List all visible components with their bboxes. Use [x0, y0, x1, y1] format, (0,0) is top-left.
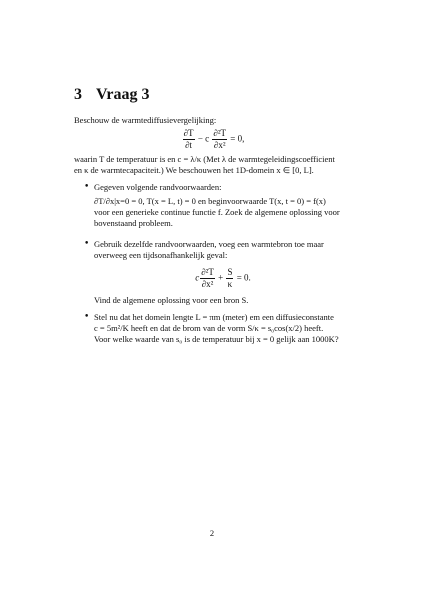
intro-paragraph: Beschouw de warmtediffusievergelijking: — [74, 115, 217, 125]
item-1-line-1: Gegeven volgende randvoorwaarden: — [94, 182, 222, 192]
list-item-3 — [94, 312, 352, 345]
item-3-line-3: Voor welke waarde van s₀ is de temperatuur bij x = 0 gelijk aan 1000K? — [94, 334, 339, 344]
minus-c: − c — [197, 133, 210, 144]
eq-second-derivative — [200, 267, 215, 290]
equals-zero: = 0, — [230, 133, 245, 144]
item-2-after: Vind de algemene oplossing voor een bron S. — [94, 295, 249, 305]
item-3-line-2: c = 5m²/K heeft en dat de brom van de vorm S/κ = s₀cos(x/2) heeft. — [94, 323, 324, 333]
item-1-line-3: voor een generieke continue functie f. Zoek de algemene oplossing voor — [94, 207, 340, 217]
frac-denominator: ∂x² — [213, 140, 226, 150]
item-1-line-4: bovenstaand probleem. — [94, 218, 173, 228]
page-number: 2 — [209, 528, 215, 538]
frac-denominator: ∂t — [185, 140, 193, 150]
description-line-2: en κ de warmtecapaciteit.) We beschouwen het 1D-domein x ∈ [0, L]. — [74, 165, 314, 175]
section-heading — [74, 86, 149, 104]
d2T-dx2-fraction — [212, 128, 227, 151]
frac-numerator: ∂²T — [213, 128, 227, 138]
eq-zero: = 0. — [236, 272, 251, 283]
source-equation — [94, 267, 352, 290]
item-1-line-2: ∂T/∂x|x=0 = 0, T(x = L, t) = 0 en beginvoorwaarde T(x, t = 0) = f(x) — [94, 196, 326, 206]
bullet-icon: • — [84, 239, 90, 249]
item-2-line-1: Gebruik dezelfde randvoorwaarden, voeg een warmtebron toe maar — [94, 239, 324, 249]
eq-s-den: κ — [227, 279, 233, 289]
dT-dt-fraction — [183, 128, 195, 151]
item-2-line-2: overweeg een tijdsonafhankelijk geval: — [94, 250, 228, 260]
section-number: 3 — [74, 86, 82, 103]
list-item-1 — [94, 182, 352, 229]
eq-den: ∂x² — [201, 279, 214, 289]
eq-source-fraction — [226, 267, 233, 290]
frac-numerator: ∂T — [183, 128, 194, 138]
bullet-icon: • — [84, 182, 90, 192]
bullet-icon: • — [84, 312, 90, 322]
main-equation — [74, 128, 352, 151]
item-3-line-1: Stel nu dat het domein lengte L = πm (meter) em een diffusieconstante — [94, 312, 334, 322]
eq-plus: + — [218, 272, 224, 283]
eq-s-num: S — [227, 267, 233, 277]
section-title: Vraag 3 — [96, 86, 150, 103]
description-line-1: waarin T de temperatuur is en c = λ/κ (Met λ de warmtegeleidingscoefficient — [74, 154, 335, 164]
eq-num: ∂²T — [201, 267, 214, 277]
list-item-2 — [94, 239, 352, 306]
eq-c: c — [195, 272, 200, 283]
